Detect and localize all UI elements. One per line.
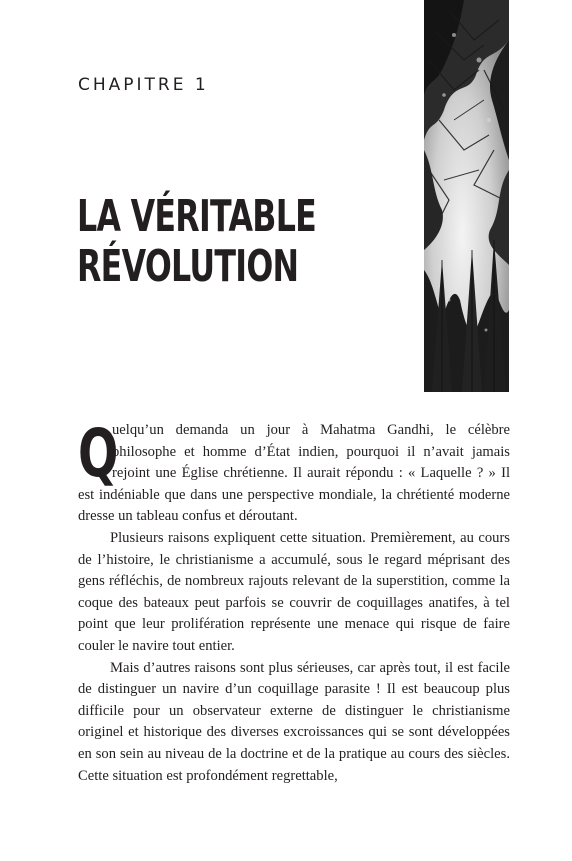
chapter-title-line-1: LA VÉRITABLE [77, 191, 317, 242]
forest-canopy-photo [424, 0, 509, 392]
chapter-title-line-2: RÉVOLUTION [77, 241, 299, 292]
paragraph-1-text: uelqu’un demanda un jour à Mahatma Gandhi, le célèbre philosophe et homme d’État indien, pourquoi il n’avait jamais rejoint une Église chrétienne. Il aurait répondu : « Laquelle ? » Il est indéniable que dans une perspective mondiale, la chrétienté moderne dresse un tableau confus et déroutant. [78, 422, 510, 525]
chapter-title [77, 192, 316, 292]
paragraph-1 [78, 415, 510, 528]
paragraph-2: Plusieurs raisons expliquent cette situation. Premièrement, au cours de l’histoire, le christianisme a accumulé, sous le regard méprisant des gens réfléchis, de nombreux rajouts relevant de la superstition, comme la coque des bateaux peut parfois se couvrir de coquillages anatifes, à tel point que leur prolifération représente une menace qui risque de faire couler le navire tout entier. [78, 529, 510, 654]
paragraph-3: Mais d’autres raisons sont plus sérieuses, car après tout, il est facile de distinguer un navire d’un coquillage parasite ! Il est beaucoup plus difficile pour un observateur externe de distinguer le christianisme originel et historique des diverses excroissances qui se sont développées en son sein au niveau de la doctrine et de la pratique au cours des siècles. Cette situation est profondément regrettable, [78, 659, 510, 784]
body-text [78, 415, 510, 787]
chapter-label: CHAPITRE 1 [78, 75, 209, 95]
drop-cap: Q [78, 415, 119, 492]
